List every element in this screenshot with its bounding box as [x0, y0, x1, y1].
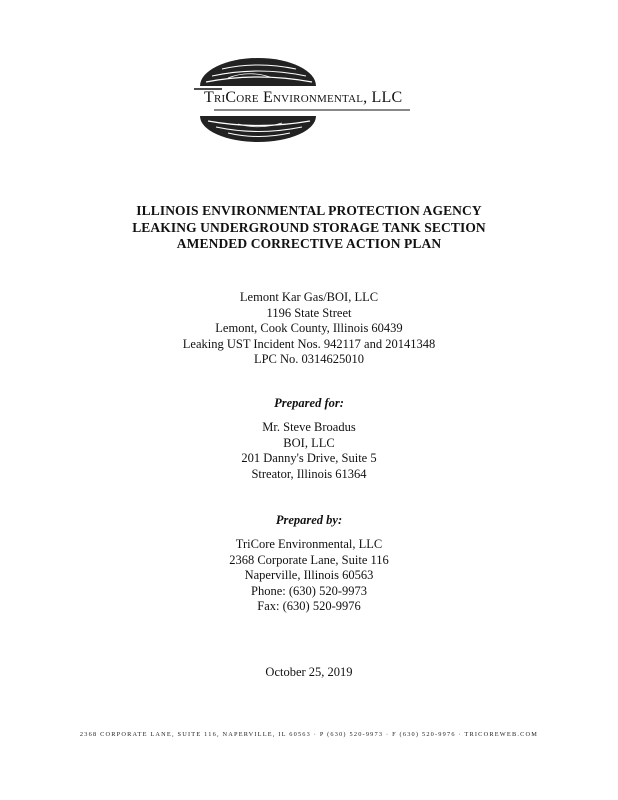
company-logo: [188, 52, 428, 152]
consultant-phone: Phone: (630) 520-9973: [251, 583, 367, 598]
title-line-1: ILLINOIS ENVIRONMENTAL PROTECTION AGENCY: [136, 203, 482, 218]
client-street: 201 Danny's Drive, Suite 5: [241, 451, 377, 466]
client-company: BOI, LLC: [283, 435, 335, 450]
document-title: [0, 203, 618, 253]
title-line-2: LEAKING UNDERGROUND STORAGE TANK SECTION: [132, 219, 486, 235]
site-incident: Leaking UST Incident Nos. 942117 and 20141348: [182, 336, 436, 351]
prepared-for-heading: Prepared for:: [274, 396, 344, 410]
prepared-by-heading-block: [0, 513, 618, 529]
page-footer: 2368 CORPORATE LANE, SUITE 116, NAPERVILLE, IL 60563 · P (630) 520-9973 · F (630) 520-9976 · TRICOREWEB.COM: [79, 731, 539, 738]
logo-text: TriCore Environmental, LLC: [204, 89, 403, 106]
consultant-fax: Fax: (630) 520-9976: [257, 599, 361, 614]
client-city: Streator, Illinois 61364: [251, 466, 367, 481]
document-date: October 25, 2019: [265, 665, 353, 679]
consultant-street: 2368 Corporate Lane, Suite 116: [229, 552, 389, 567]
site-city: Lemont, Cook County, Illinois 60439: [215, 321, 403, 336]
site-street: 1196 State Street: [266, 305, 352, 320]
site-name: Lemont Kar Gas/BOI, LLC: [239, 290, 379, 304]
title-line-3: AMENDED CORRECTIVE ACTION PLAN: [176, 236, 442, 251]
consultant-company: TriCore Environmental, LLC: [235, 537, 383, 551]
site-info: [0, 290, 618, 368]
client-name: Mr. Steve Broadus: [262, 420, 356, 434]
prepared-for-info: [0, 420, 618, 482]
date-block: [0, 665, 618, 681]
site-lpc: LPC No. 0314625010: [253, 352, 365, 367]
consultant-city: Naperville, Illinois 60563: [244, 568, 374, 583]
prepared-for-heading-block: [0, 396, 618, 412]
prepared-by-info: [0, 537, 618, 615]
prepared-by-heading: Prepared by:: [275, 513, 343, 527]
